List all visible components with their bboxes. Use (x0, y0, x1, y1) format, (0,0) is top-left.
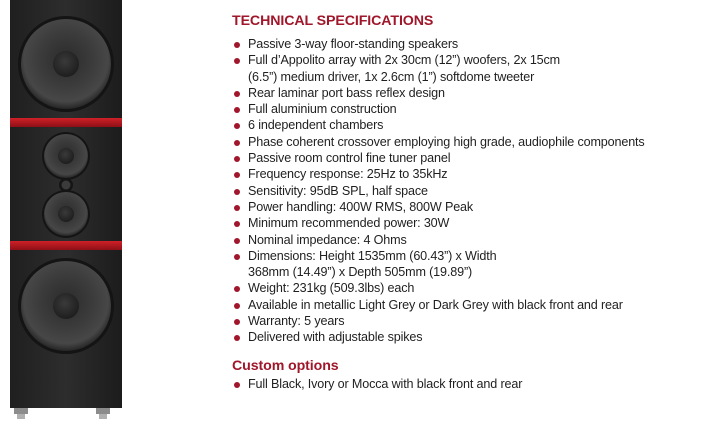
list-item (232, 36, 704, 52)
custom-options-list (232, 376, 704, 392)
list-item (232, 85, 704, 101)
custom-options-heading: Custom options (232, 357, 339, 374)
list-item-text: 6 independent chambers (248, 118, 384, 133)
speaker-illustration (10, 0, 122, 420)
woofer-bottom (18, 258, 114, 354)
list-item (232, 232, 704, 248)
bullet-icon (234, 238, 240, 244)
custom-options-section (232, 358, 704, 392)
bullet-icon (234, 58, 240, 64)
bullet-icon (234, 221, 240, 227)
list-item-text: Weight: 231kg (509.3lbs) each (248, 281, 415, 296)
bullet-icon (234, 335, 240, 341)
list-item (232, 329, 704, 345)
bullet-icon (234, 140, 240, 146)
list-item (232, 117, 704, 133)
list-item (232, 166, 704, 182)
list-item-text: Delivered with adjustable spikes (248, 330, 423, 345)
list-item (232, 52, 704, 85)
bullet-icon (234, 382, 240, 388)
list-item (232, 134, 704, 150)
list-item (232, 199, 704, 215)
bullet-icon (234, 91, 240, 97)
list-item (232, 183, 704, 199)
list-item-text: Phase coherent crossover employing high grade, audiophile components (248, 134, 645, 149)
speaker-accent-band-lower (10, 241, 122, 250)
bullet-icon (234, 254, 240, 260)
woofer-top (18, 16, 114, 112)
midrange-driver-upper (42, 132, 90, 180)
bullet-icon (234, 107, 240, 113)
list-item (232, 297, 704, 313)
list-item-text: 368mm (14.49”) x Depth 505mm (19.89”) (248, 265, 473, 280)
list-item-text: Warranty: 5 years (248, 314, 345, 329)
list-item (232, 101, 704, 117)
list-item-text: Dimensions: Height 1535mm (60.43”) x Width (248, 248, 497, 263)
bullet-icon (234, 123, 240, 129)
list-item (232, 150, 704, 166)
bullet-icon (234, 172, 240, 178)
list-item-text: Frequency response: 25Hz to 35kHz (248, 167, 448, 182)
bullet-icon (234, 189, 240, 195)
list-item (232, 376, 704, 392)
list-item-text: Passive room control fine tuner panel (248, 151, 451, 166)
specifications-panel (232, 13, 704, 392)
list-item (232, 280, 704, 296)
list-item-text: Full d’Appolito array with 2x 30cm (12”) woofers, 2x 15cm (248, 53, 561, 68)
bullet-icon (234, 156, 240, 162)
list-item-text: Power handling: 400W RMS, 800W Peak (248, 199, 474, 214)
bullet-icon (234, 205, 240, 211)
floor-standing-speaker-illustration (10, 0, 122, 420)
technical-specifications-heading: TECHNICAL SPECIFICATIONS (232, 13, 434, 29)
bullet-icon (234, 42, 240, 48)
technical-specifications-list (232, 36, 704, 346)
list-item (232, 313, 704, 329)
bullet-icon (234, 303, 240, 309)
tweeter (59, 178, 73, 192)
list-item-text: Full aluminium construction (248, 102, 397, 117)
list-item-text: Passive 3-way floor-standing speakers (248, 37, 459, 51)
list-item-text: Sensitivity: 95dB SPL, half space (248, 183, 428, 198)
list-item-text: Nominal impedance: 4 Ohms (248, 232, 407, 247)
midrange-driver-lower (42, 190, 90, 238)
list-item (232, 215, 704, 231)
list-item-text: Rear laminar port bass reflex design (248, 85, 445, 100)
list-item-text: Full Black, Ivory or Mocca with black front and rear (248, 376, 523, 391)
list-item-text: (6.5”) medium driver, 1x 2.6cm (1”) softdome tweeter (248, 69, 535, 84)
list-item-text: Available in metallic Light Grey or Dark Grey with black front and rear (248, 297, 623, 312)
speaker-spikes (14, 408, 110, 419)
speaker-accent-band-upper (10, 118, 122, 127)
bullet-icon (234, 319, 240, 325)
list-item-text: Minimum recommended power: 30W (248, 216, 450, 231)
bullet-icon (234, 286, 240, 292)
list-item (232, 248, 704, 281)
